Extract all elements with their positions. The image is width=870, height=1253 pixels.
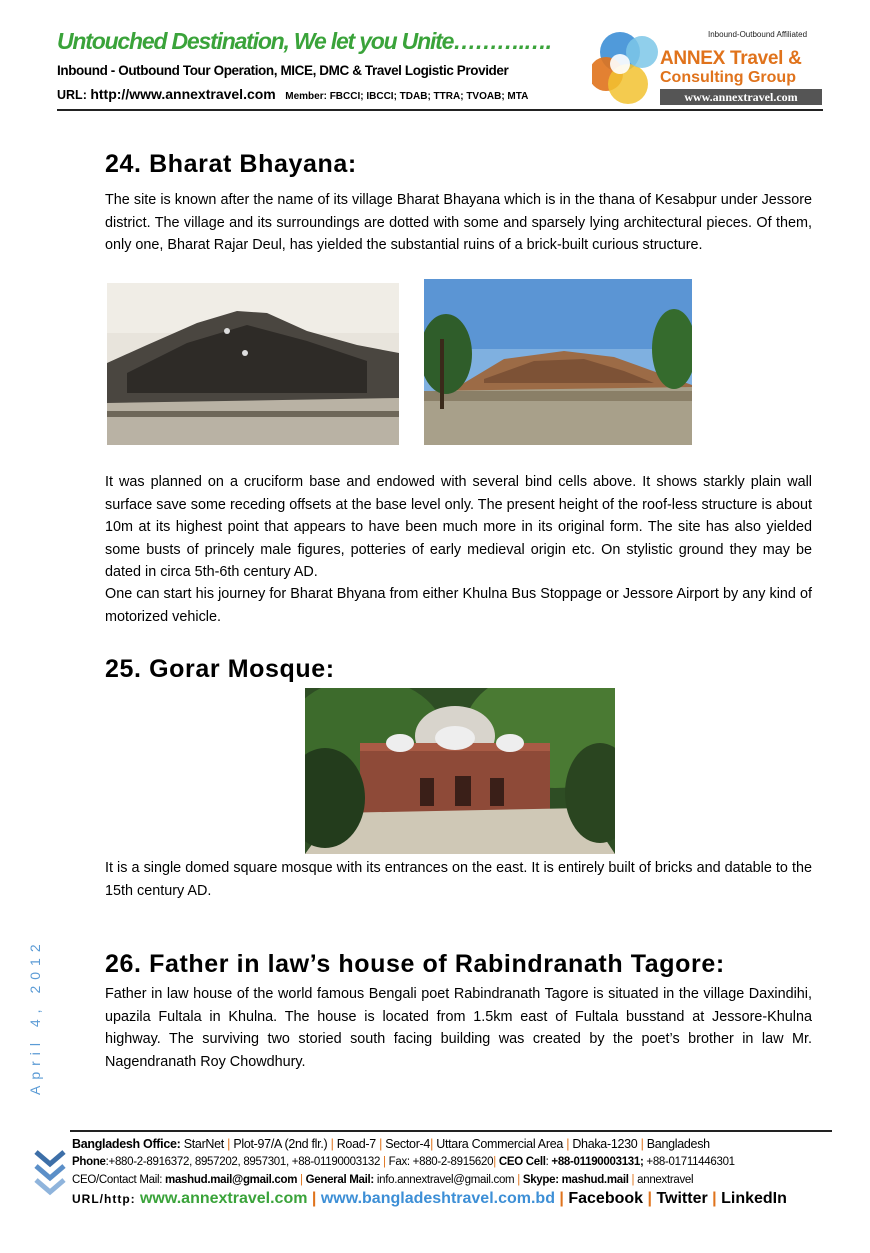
section-title-gorar-mosque: 25. Gorar Mosque: [105,655,335,683]
logo-url: www.annextravel.com [660,89,822,105]
office-part: StarNet [183,1137,224,1151]
page-header [0,0,870,115]
side-date: April 4, 2012 [27,938,43,1095]
section-paragraph: It is a single domed square mosque with its entrances on the east. It is entirely built of bricks and datable to the 15th century AD. [105,860,812,899]
website-link[interactable]: http://www.annextravel.com [90,86,276,102]
footer-office-line: Bangladesh Office: StarNet | Plot-97/A (2nd flr.) | Road-7 | Sector-4| Uttara Commercial Area | Dhaka-1230 | Bangladesh [72,1137,710,1151]
tagline: Untouched Destination, We let you Unite……….…. [57,28,551,54]
section-title-tagore-house: 26. Father in law’s house of Rabindranath Tagore: [105,950,725,978]
phone-value: :+880-2-8916372, 8957202, 8957301, +88-01190003132 [105,1156,381,1168]
office-label: Bangladesh Office: [72,1137,181,1151]
linkedin-link[interactable]: LinkedIn [721,1190,787,1207]
footer-mail-line: CEO/Contact Mail: mashud.mail@gmail.com | General Mail: info.annextravel@gmail.com | Skype: mashud.mail | annextravel [72,1174,694,1186]
section-title-bharat-bhayana: 24. Bharat Bhayana: [105,150,357,178]
bharat-bhayana-photo-bw [107,283,399,445]
bangladeshtravel-link[interactable]: www.bangladeshtravel.com.bd [320,1190,555,1207]
logo-affiliated-text: Inbound-Outbound Affiliated [708,30,808,39]
ceo-mail-link[interactable]: mashud.mail@gmail.com [165,1174,298,1186]
footer-divider [70,1130,832,1132]
facebook-link[interactable]: Facebook [568,1190,644,1207]
url-line [57,86,528,102]
section-paragraph: The site is known after the name of its village Bharat Bhayana which is in the thana of Kesabpur under Jessore district. The village and its surroundings are dotted with some and sparsely lying architectural pieces. Of them, only one, Bharat Rajar Deul, has yielded the substantial ruins of a brick-built curious structure. [105,192,812,254]
general-mail-link[interactable]: info.annextravel@gmail.com [373,1174,515,1186]
ceo-cell-value: +88-01190003131; [551,1156,644,1168]
logo-title: ANNEX Travel & [660,48,802,69]
services-line: Inbound - Outbound Tour Operation, MICE, DMC & Travel Logistic Provider [57,63,509,78]
chevron-down-icon [34,1148,66,1198]
membership-list: Member: FBCCI; IBCCI; TDAB; TTRA; TVOAB; MTA [285,91,529,102]
office-part: Road-7 [336,1137,376,1151]
footer-url-label: URL/http: [72,1192,140,1206]
skype-value: annextravel [634,1174,694,1186]
gorar-mosque-photo [305,688,615,854]
general-mail-label: General Mail: [305,1174,374,1186]
section-paragraph: It was planned on a cruciform base and endowed with several bind cells above. It shows starkly plain wall surface save some receding offsets at the base level only. The present height of the roof-less structure is about 10m at its highest point that appears to have been much more in its original form. The site has also yielded some busts of princely male figures, potteries of early medieval origin etc. On stylistic ground they may be dated in circa 5th-6th century AD. [105,474,812,581]
url-label: URL: [57,88,87,102]
ceo-mail-label: CEO/Contact Mail: [72,1174,166,1186]
footer-phone-line: Phone:+880-2-8916372, 8957202, 8957301, +88-01190003132 | Fax: +880-2-8915620| CEO Cell: +88-01190003131; +88-01711446301 [72,1156,735,1168]
annextravel-link[interactable]: www.annextravel.com [139,1190,308,1207]
office-part: Uttara Commercial Area [436,1137,563,1151]
section-paragraph: One can start his journey for Bharat Bhyana from either Khulna Bus Stoppage or Jessore Airport by any kind of motorized vehicle. [105,586,812,625]
footer-links: URL/http: www.annextravel.com | www.bangladeshtravel.com.bd | Facebook | Twitter | LinkedIn [72,1190,787,1207]
ceo-cell-extra: +88-01711446301 [646,1156,735,1168]
skype-label: Skype: mashud.mail [522,1174,629,1186]
twitter-link[interactable]: Twitter [656,1190,708,1207]
bharat-bhayana-photo-color [424,279,692,445]
office-part: Plot-97/A (2nd flr.) [233,1137,328,1151]
ceo-cell-label: CEO Cell [498,1156,546,1168]
fax-value: Fax: +880-2-8915620 [388,1156,494,1168]
phone-label: Phone [72,1156,106,1168]
office-part: Sector-4 [385,1137,431,1151]
office-part: Bangladesh [646,1137,710,1151]
office-part: Dhaka-1230 [572,1137,638,1151]
header-divider [57,109,823,111]
logo-subtitle: Consulting Group [660,69,796,86]
section-paragraph: Father in law house of the world famous Bengali poet Rabindranath Tagore is situated in the village Daxindihi, upazila Fultala in Khulna. The house is located from 1.5km east of Fultala busstand at Jessore-Khulna highway. The surviving two storied south facing building was created by the poet’s brother in law Mr. Nagendranath Roy Chowdhury. [105,986,812,1070]
